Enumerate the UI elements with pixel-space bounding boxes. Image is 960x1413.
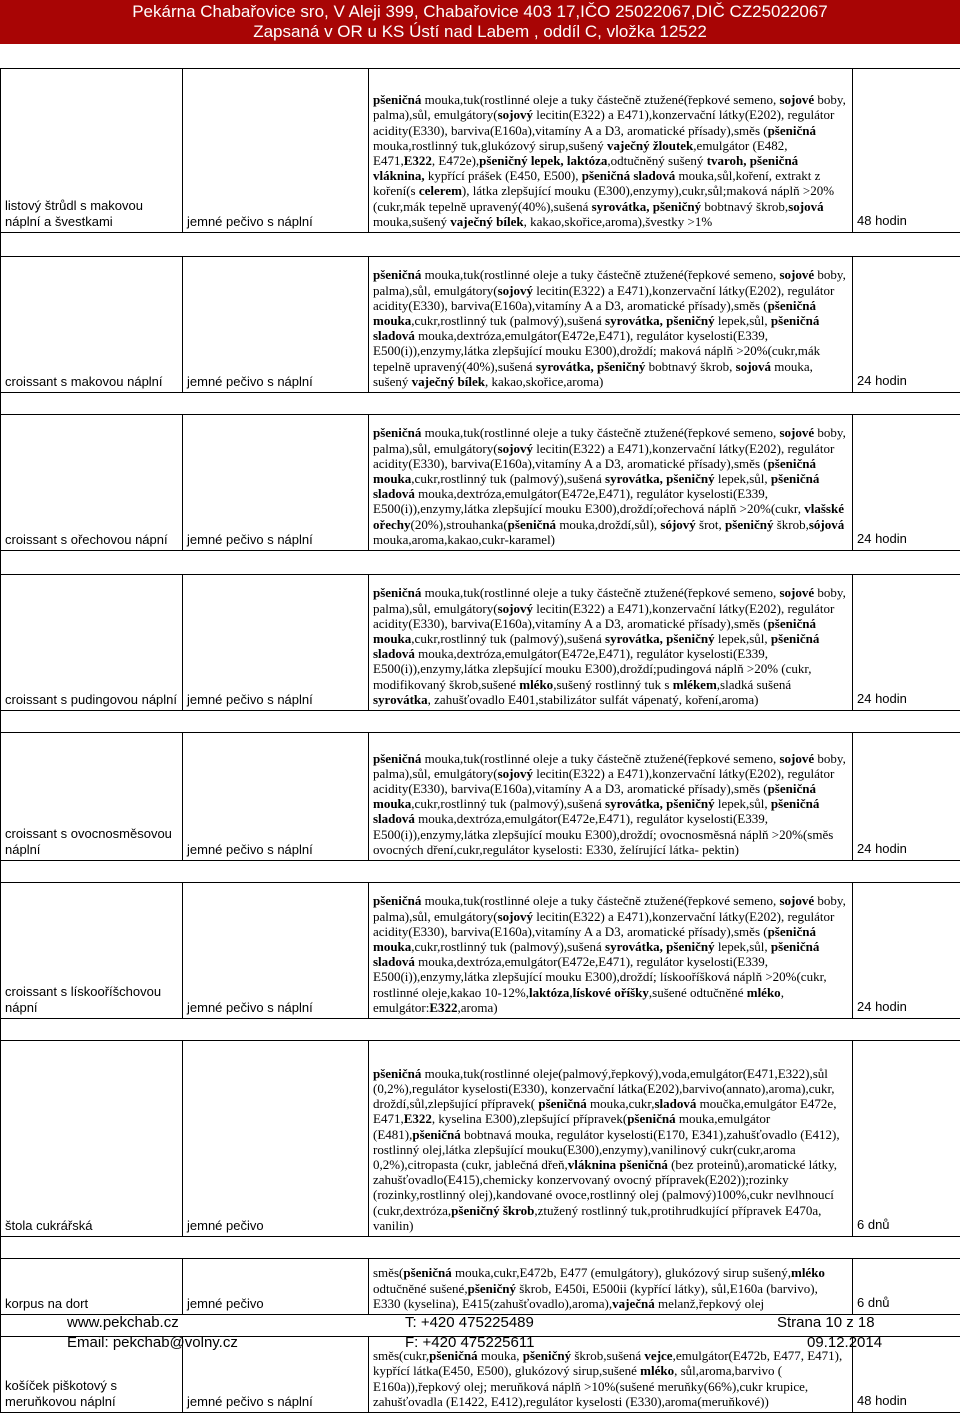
product-row	[1, 575, 960, 711]
products-table	[0, 68, 960, 1413]
company-address-line: Pekárna Chabařovice sro, V Aleji 399, Chabařovice 403 17,IČO 25022067,DIČ CZ25022067	[0, 2, 960, 22]
product-type: jemné pečivo	[183, 1041, 369, 1237]
row-spacer-cell	[1, 551, 960, 575]
product-shelf-life: 24 hodin	[853, 883, 960, 1019]
product-composition: pšeničná mouka,tuk(rostlinné oleje(palmový,řepkový),voda,emulgátor(E471,E322),sůl (0,2%),regulátor kyselosti(E330), konzervační látka(E202),barvivo(annato),aroma),cukr, droždí,sůl,zlepšující přípravek( pšeničná mouka,cukr,sladová moučka,emulgátor E472e, E471,E322, kyselina E300),zlepšující přípravek(pšeničná mouka,emulgátor (E481),pšeničná bobtnavá mouka, regulátor kyselosti(E170, E341),zahušťovadlo (E412), rostlinný olej,látka zlepšující mouku(E300),enzymy),vanilinový cukr(cukr,aroma 0,2%),citropasta (cukr, jablečná dřeň,vláknina pšeničná (bez proteinů),aromatické látky, zahušťovadlo(E415),chemicky konzervovaný ovocný přípravek(E202));rozinky (rozinky,rostlinný olej),kandované ovoce,rostlinný olej (palmový)100%,cukr nevlhnoucí (cukr,dextróza,pšeničný škrob,ztužený rostlinný tuk,protihrudkující přípravek E470a, vanilin)	[369, 1041, 853, 1237]
footer-date: 09.12.2014	[807, 1334, 882, 1352]
footer-page-number: Strana 10 z 18	[777, 1314, 875, 1332]
product-row	[1, 257, 960, 393]
page-footer	[0, 1313, 960, 1354]
product-name: listový štrůdl s makovou náplní a švestkami	[1, 69, 183, 233]
product-type: jemné pečivo s náplní	[183, 415, 369, 551]
product-type: jemné pečivo	[183, 1259, 369, 1315]
product-type: jemné pečivo s náplní	[183, 733, 369, 861]
row-spacer-cell	[1, 233, 960, 257]
product-row	[1, 1041, 960, 1237]
footer-fax: F: +420 475225611	[405, 1334, 534, 1352]
row-spacer-cell	[1, 393, 960, 415]
product-composition: pšeničná mouka,tuk(rostlinné oleje a tuky částečně ztužené(řepkové semeno, sojové boby, palma),sůl, emulgátory(sojový lecitin(E322) a E471),konzervační látky(E202), regulátor acidity(E330), barviva(E160a),vitamíny A a D3, aromatické přísady),směs (pšeničná mouka,rostlinný tuk,glukózový sirup,sušený vaječný žloutek,emulgátor (E482, E471,E322, E472e),pšeničný lepek, laktóza,odtučněný sušený tvaroh, pšeničná vláknina, kypřící prášek (E450, E500), pšeničná sladová mouka,sůl,koření, extrakt z koření(s celerem), látka zlepšující mouku (E300),enzymy),cukr,sůl;maková náplň >20%(cukr,mák tepelně upravený(40%),sušená syrovátka, pšeničný bobtnavý škrob,sojová mouka,sušený vaječný bílek, kakao,skořice,aroma),švestky >1%	[369, 69, 853, 233]
product-row	[1, 415, 960, 551]
product-composition: pšeničná mouka,tuk(rostlinné oleje a tuky částečně ztužené(řepkové semeno, sojové boby, palma),sůl, emulgátory(sojový lecitin(E322) a E471),konzervační látky(E202), regulátor acidity(E330), barviva(E160a),vitamíny A a D3, aromatické přísady),směs (pšeničná mouka,cukr,rostlinný tuk (palmový),sušená syrovátka, pšeničný lepek,sůl, pšeničná sladová mouka,dextróza,emulgátor(E472e,E471), regulátor kyselosti(E339, E500(i)),enzymy,látka zlepšující mouku E300),droždí;ořechová náplň >20%(cukr, vlašské ořechy(20%),strouhanka(pšeničná mouka,droždí,sůl), sójový šrot, pšeničný škrob,sójová mouka,aroma,kakao,cukr-karamel)	[369, 415, 853, 551]
product-name: croissant s ovocnosměsovou náplní	[1, 733, 183, 861]
product-shelf-life: 24 hodin	[853, 257, 960, 393]
product-shelf-life: 48 hodin	[853, 1337, 960, 1413]
product-row	[1, 1259, 960, 1315]
product-composition: pšeničná mouka,tuk(rostlinné oleje a tuky částečně ztužené(řepkové semeno, sojové boby, palma),sůl, emulgátory(sojový lecitin(E322) a E471),konzervační látky(E202), regulátor acidity(E330), barviva(E160a),vitamíny A a D3, aromatické přísady),směs (pšeničná mouka,cukr,rostlinný tuk (palmový),sušená syrovátka, pšeničný lepek,sůl, pšeničná sladová mouka,dextróza,emulgátor(E472e,E471), regulátor kyselosti(E339, E500(i)),enzymy,látka zlepšující mouku E300),droždí; maková náplň >20%(cukr,mák tepelně upravený(40%),sušená syrovátka, pšeničný bobtnavý škrob, sojová mouka, sušený vaječný bílek, kakao,skořice,aroma)	[369, 257, 853, 393]
product-composition: směs(pšeničná mouka,cukr,E472b, E477 (emulgátory), glukózový sirup sušený,mléko odtučněné sušené,pšeničný škrob, E450i, E500ii (kypřící látky), sůl,E160a (barvivo), E330 (kyselina), E415(zahušťovadlo),aroma),vaječná melanž,řepkový olej	[369, 1259, 853, 1315]
product-name: croissant s makovou náplní	[1, 257, 183, 393]
product-type: jemné pečivo s náplní	[183, 1337, 369, 1413]
product-shelf-life: 6 dnů	[853, 1259, 960, 1315]
row-spacer-cell	[1, 1019, 960, 1041]
product-name: korpus na dort	[1, 1259, 183, 1315]
product-name: košíček piškotový s meruňkovou náplní	[1, 1337, 183, 1413]
row-spacer	[1, 711, 960, 733]
products-table-body	[1, 69, 960, 1413]
row-spacer	[1, 233, 960, 257]
product-composition: pšeničná mouka,tuk(rostlinné oleje a tuky částečně ztužené(řepkové semeno, sojové boby, palma),sůl, emulgátory(sojový lecitin(E322) a E471),konzervační látky(E202), regulátor acidity(E330), barviva(E160a),vitamíny A a D3, aromatické přísady),směs (pšeničná mouka,cukr,rostlinný tuk (palmový),sušená syrovátka, pšeničný lepek,sůl, pšeničná sladová mouka,dextróza,emulgátor(E472e,E471), regulátor kyselosti(E339, E500(i)),enzymy,látka zlepšující mouku E300),droždí; lískooříšková náplň >20%(cukr, rostlinné oleje,kakao 10-12%,laktóza,lískové oříšky,sušené odtučněné mléko, emulgátor:E322,aroma)	[369, 883, 853, 1019]
product-shelf-life: 24 hodin	[853, 733, 960, 861]
product-name: croissant s ořechovou nápní	[1, 415, 183, 551]
product-row	[1, 883, 960, 1019]
product-type: jemné pečivo s náplní	[183, 883, 369, 1019]
product-shelf-life: 24 hodin	[853, 575, 960, 711]
footer-email[interactable]: Email: pekchab@volny.cz	[67, 1334, 238, 1352]
product-type: jemné pečivo s náplní	[183, 69, 369, 233]
row-spacer	[1, 551, 960, 575]
row-spacer	[1, 1237, 960, 1259]
product-type: jemné pečivo s náplní	[183, 257, 369, 393]
row-spacer-cell	[1, 711, 960, 733]
product-composition: pšeničná mouka,tuk(rostlinné oleje a tuky částečně ztužené(řepkové semeno, sojové boby, palma),sůl, emulgátory(sojový lecitin(E322) a E471),konzervační látky(E202), regulátor acidity(E330), barviva(E160a),vitamíny A a D3, aromatické přísady),směs (pšeničná mouka,cukr,rostlinný tuk (palmový),sušená syrovátka, pšeničný lepek,sůl, pšeničná sladová mouka,dextróza,emulgátor(E472e,E471), regulátor kyselosti(E339, E500(i)),enzymy,látka zlepšující mouku E300),droždí; ovocnosměsná náplň >20%(směs ovocných dření,cukr,regulátor kyselosti: E330, želírující látka- pektin)	[369, 733, 853, 861]
product-row	[1, 733, 960, 861]
product-name: štola cukrářská	[1, 1041, 183, 1237]
product-row	[1, 69, 960, 233]
row-spacer-cell	[1, 861, 960, 883]
page-header	[0, 0, 960, 44]
row-spacer	[1, 1019, 960, 1041]
product-shelf-life: 6 dnů	[853, 1041, 960, 1237]
product-shelf-life: 48 hodin	[853, 69, 960, 233]
product-name: croissant s pudingovou náplní	[1, 575, 183, 711]
product-composition: směs(cukr,pšeničná mouka, pšeničný škrob,sušená vejce,emulgátor(E472b, E477, E471), kypřící látka(E450, E500), glukózový sirup,sušené mléko, sůl,aroma,barvivo ( E160a)),řepkový olej; meruňková náplň >10%(sušené meruňky(66%),cukr krupice, zahušťovadla (E1422, E412),regulátor kyselosti (E330),aroma(meruňkové))	[369, 1337, 853, 1413]
product-shelf-life: 24 hodin	[853, 415, 960, 551]
product-type: jemné pečivo s náplní	[183, 575, 369, 711]
product-composition: pšeničná mouka,tuk(rostlinné oleje a tuky částečně ztužené(řepkové semeno, sojové boby, palma),sůl, emulgátory(sojový lecitin(E322) a E471),konzervační látky(E202), regulátor acidity(E330), barviva(E160a),vitamíny A a D3, aromatické přísady),směs (pšeničná mouka,cukr,rostlinný tuk (palmový),sušená syrovátka, pšeničný lepek,sůl, pšeničná sladová mouka,dextróza,emulgátor(E472e,E471), regulátor kyselosti(E339, E500(i)),enzymy,látka zlepšující mouku E300),droždí;pudingová náplň >20% (cukr, modifikovaný škrob,sušené mléko,sušený rostlinný tuk s mlékem,sladká sušená syrovátka, zahušťovadlo E401,stabilizátor sulfát vápenatý, koření,aroma)	[369, 575, 853, 711]
product-name: croissant s lískooříšchovou nápní	[1, 883, 183, 1019]
row-spacer-cell	[1, 1237, 960, 1259]
footer-phone: T: +420 475225489	[405, 1314, 534, 1332]
footer-website[interactable]: www.pekchab.cz	[67, 1314, 179, 1332]
company-registration-line: Zapsaná v OR u KS Ústí nad Labem , oddíl C, vložka 12522	[0, 22, 960, 42]
row-spacer	[1, 861, 960, 883]
row-spacer	[1, 393, 960, 415]
